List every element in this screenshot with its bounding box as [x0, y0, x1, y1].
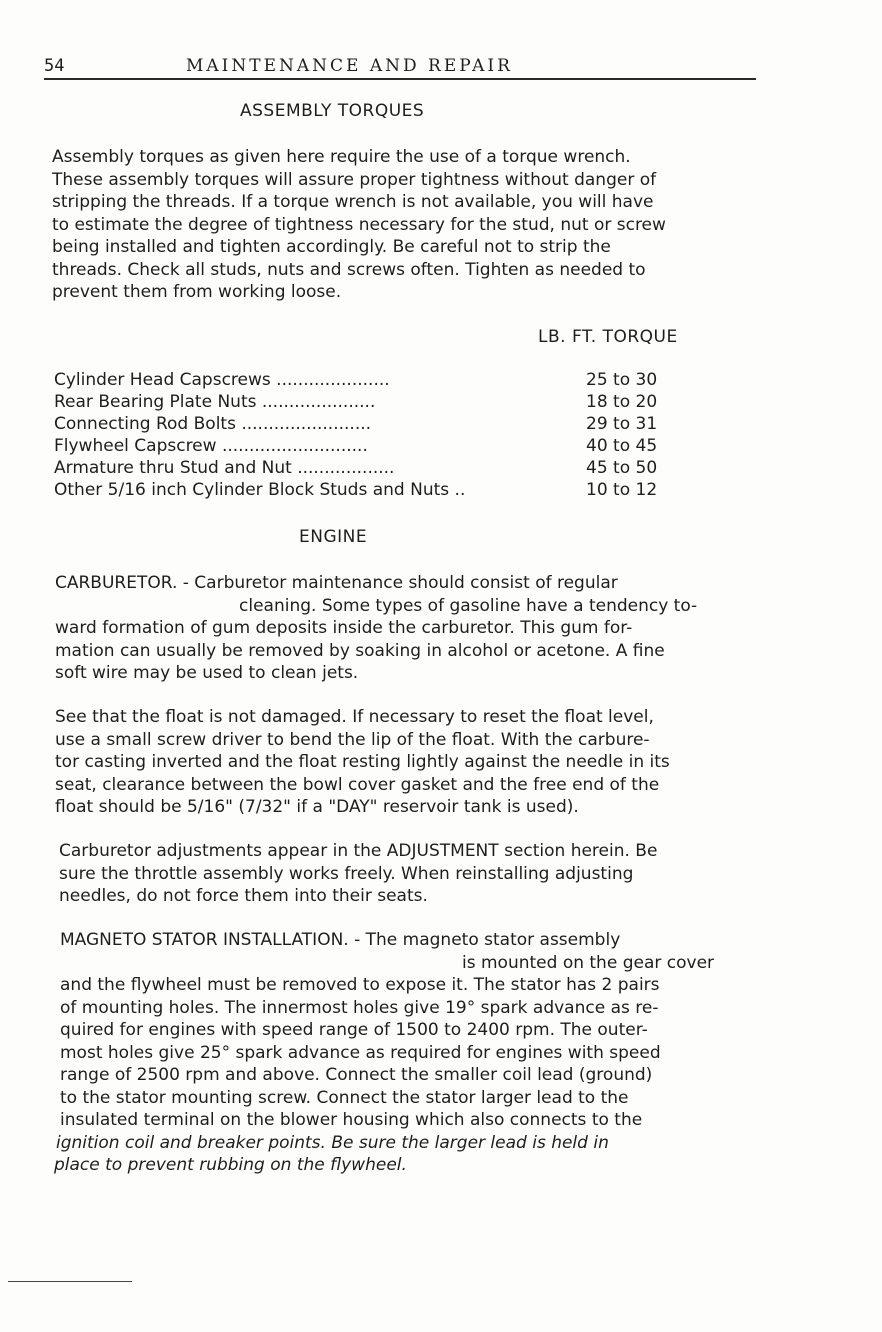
italic-line: place to prevent rubbing on the flywheel.: [54, 1155, 407, 1175]
table-row: [54, 436, 694, 458]
text-line: insulated terminal on the blower housing which also connects to the: [60, 1110, 643, 1130]
torque-part: Rear Bearing Plate Nuts .....................: [54, 392, 376, 412]
torque-column-header: LB. FT. TORQUE: [538, 327, 678, 347]
adjustment-paragraph: [59, 840, 657, 908]
float-paragraph: [55, 706, 670, 819]
text-line: needles, do not force them into their seats.: [59, 886, 428, 906]
text-line: See that the float is not damaged. If necessary to reset the float level,: [55, 707, 654, 727]
carburetor-paragraph: [55, 572, 697, 685]
torque-value: 45 to 50: [586, 458, 658, 478]
text-line: of mounting holes. The innermost holes give 19° spark advance as re-: [60, 997, 659, 1018]
text-line: threads. Check all studs, nuts and screws often. Tighten as needed to: [52, 259, 646, 280]
text-line: cleaning. Some types of gasoline have a tendency to-: [239, 595, 698, 616]
table-row: [54, 480, 694, 502]
text-line: to the stator mounting screw. Connect the stator larger lead to the: [60, 1087, 629, 1108]
text-line: and the flywheel must be removed to expose it. The stator has 2 pairs: [60, 975, 660, 995]
torque-value: 10 to 12: [586, 480, 658, 500]
assembly-intro-paragraph: [52, 146, 666, 304]
text-line: These assembly torques will assure proper tightness without danger of: [52, 169, 657, 190]
text-line: being installed and tighten accordingly. Be careful not to strip the: [52, 237, 611, 257]
running-title: MAINTENANCE AND REPAIR: [186, 56, 513, 76]
text-line: soft wire may be used to clean jets.: [55, 663, 359, 683]
text-line: float should be 5/16" (7/32" if a "DAY" reservoir tank is used).: [55, 797, 579, 817]
torque-value: 29 to 31: [586, 414, 658, 434]
torque-value: 40 to 45: [586, 436, 658, 456]
table-row: [54, 458, 694, 480]
table-row: [54, 392, 694, 414]
table-row: [54, 414, 694, 436]
page-header: [44, 52, 756, 80]
torque-value: 18 to 20: [586, 392, 658, 412]
torque-part: Cylinder Head Capscrews .....................: [54, 370, 390, 390]
text-line: to estimate the degree of tightness necessary for the stud, nut or screw: [52, 214, 666, 235]
magneto-paragraph: [54, 929, 715, 1177]
text-line: is mounted on the gear cover: [462, 952, 715, 973]
assembly-torques-heading: ASSEMBLY TORQUES: [240, 101, 425, 121]
torque-part: Armature thru Stud and Nut ..................: [54, 458, 395, 478]
text-line: most holes give 25° spark advance as required for engines with speed: [60, 1042, 661, 1063]
torque-part: Flywheel Capscrew ...........................: [54, 436, 368, 456]
text-line: prevent them from working loose.: [52, 282, 342, 302]
text-line: sure the throttle assembly works freely. When reinstalling adjusting: [59, 863, 634, 884]
text-line: range of 2500 rpm and above. Connect the smaller coil lead (ground): [60, 1065, 653, 1085]
torque-table: [54, 370, 694, 502]
page-number: 54: [44, 56, 65, 76]
table-row: [54, 370, 694, 392]
torque-part: Other 5/16 inch Cylinder Block Studs and Nuts ..: [54, 480, 466, 500]
text-line: mation can usually be removed by soaking in alcohol or acetone. A fine: [55, 640, 665, 661]
section-title-line: MAGNETO STATOR INSTALLATION. - The magneto stator assembly: [60, 930, 621, 950]
text-line: quired for engines with speed range of 1500 to 2400 rpm. The outer-: [60, 1020, 648, 1040]
section-title-line: CARBURETOR. - Carburetor maintenance should consist of regular: [55, 573, 618, 593]
torque-part: Connecting Rod Bolts ........................: [54, 414, 372, 434]
text-line: seat, clearance between the bowl cover gasket and the free end of the: [55, 774, 660, 795]
italic-line: ignition coil and breaker points. Be sure the larger lead is held in: [56, 1132, 609, 1153]
text-line: stripping the threads. If a torque wrench is not available, you will have: [52, 192, 654, 212]
torque-value: 25 to 30: [586, 370, 658, 390]
text-line: Carburetor adjustments appear in the ADJUSTMENT section herein. Be: [59, 841, 658, 861]
text-line: Assembly torques as given here require the use of a torque wrench.: [52, 147, 631, 167]
scan-artifact-line: [8, 1281, 132, 1282]
text-line: use a small screw driver to bend the lip of the float. With the carbure-: [55, 729, 650, 750]
text-line: ward formation of gum deposits inside the carburetor. This gum for-: [55, 618, 633, 638]
text-line: tor casting inverted and the float resting lightly against the needle in its: [55, 752, 670, 772]
engine-heading: ENGINE: [299, 527, 368, 547]
